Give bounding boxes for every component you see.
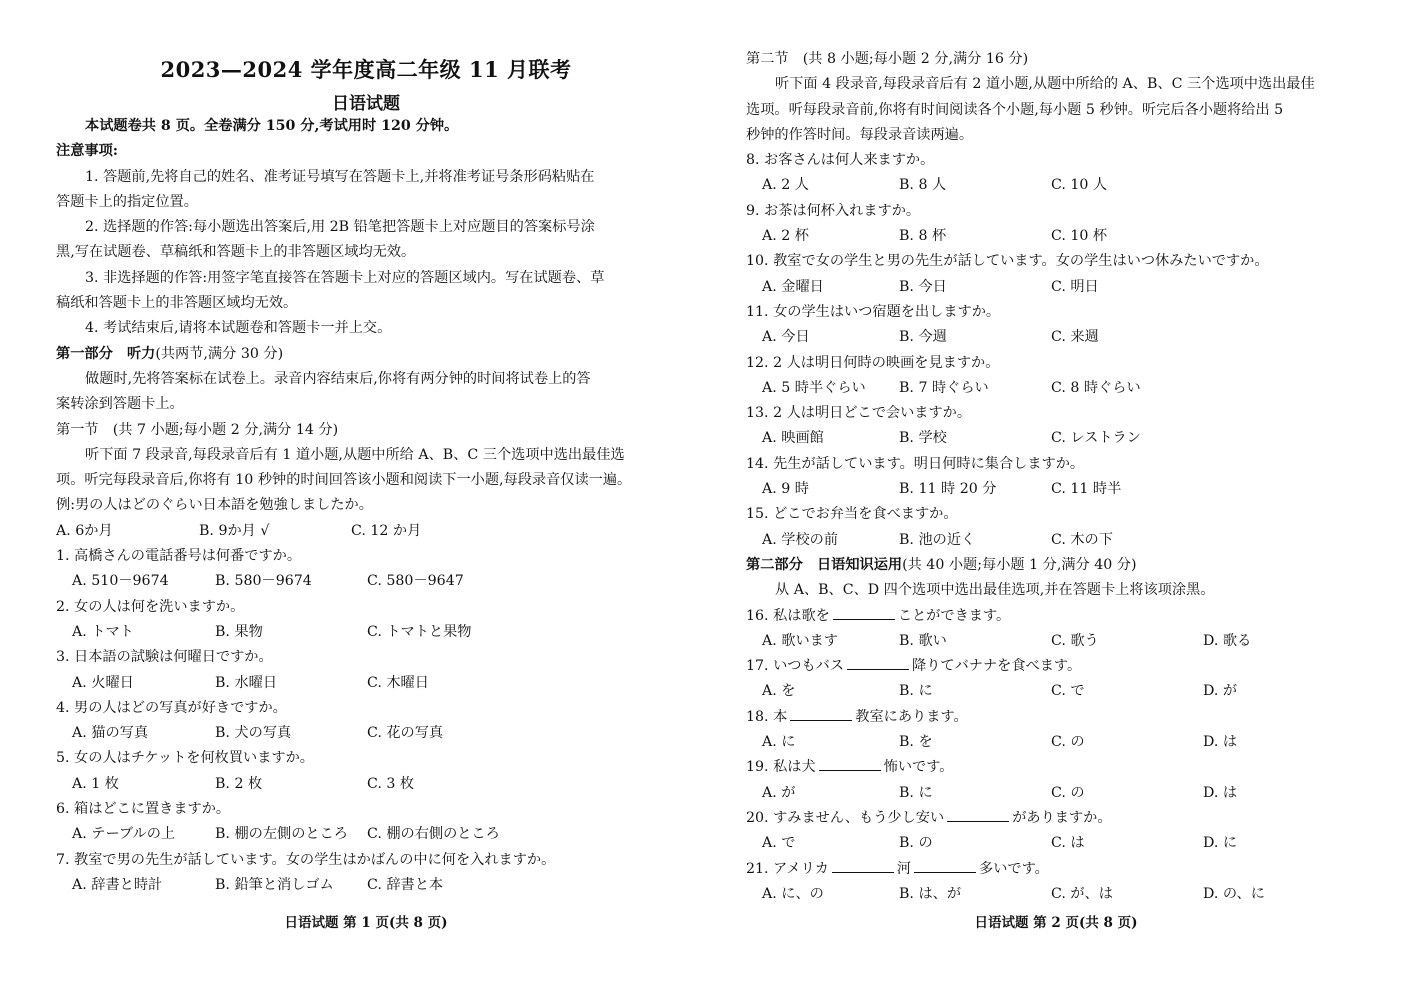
question-5-options (56, 772, 676, 797)
question-7-option-b: B. 鉛筆と消しゴム (215, 876, 334, 893)
question-4-options (56, 721, 676, 746)
question-3-option-a: A. 火曜日 (72, 674, 134, 691)
question-17 (746, 654, 1366, 679)
note-3-line-1: 3. 非选择题的作答:用签字笔直接答在答题卡上对应的答题区域内。写在试题卷、草 (85, 269, 605, 286)
question-19-option-b: B. に (899, 784, 933, 801)
notes-heading: 注意事项: (56, 143, 118, 160)
question-16-option-b: B. 歌い (899, 632, 947, 649)
question-19-option-c: C. の (1051, 784, 1085, 801)
question-9-option-c: C. 10 杯 (1051, 228, 1108, 245)
question-21-stem: 21. アメリカ (746, 860, 829, 877)
question-2-options (56, 620, 676, 645)
question-12-options (746, 376, 1366, 401)
example-option-c: C. 12 か月 (351, 522, 422, 539)
section1-instr-line-1: 听下面 7 段录音,每段录音后有 1 道小题,从题中所给 A、B、C 三个选项中选出最佳选 (85, 446, 625, 463)
listening-questions-8-15 (746, 148, 1366, 553)
part2-note: (共 40 小题;每小题 1 分,满分 40 分) (902, 556, 1137, 573)
question-2-option-b: B. 果物 (215, 623, 263, 640)
question-13-option-b: B. 学校 (899, 430, 947, 447)
question-11-options (746, 325, 1366, 350)
question-7-option-a: A. 辞書と時計 (72, 876, 163, 893)
question-16-option-c: C. 歌う (1051, 632, 1099, 649)
question-6-option-b: B. 棚の左側のところ (215, 826, 348, 843)
question-16-options (746, 629, 1366, 654)
question-21-option-c: C. が、は (1051, 885, 1113, 902)
question-16 (746, 604, 1366, 629)
question-10-options (746, 275, 1366, 300)
question-8-option-b: B. 8 人 (899, 177, 947, 194)
question-4-option-b: B. 犬の写真 (215, 725, 292, 742)
part2-heading-line (746, 553, 1366, 578)
question-13: 13. 2 人は明日どこで会いますか。 (746, 405, 972, 422)
question-10: 10. 教室で女の学生と男の先生が話しています。女の学生はいつ休みたいですか。 (746, 253, 1269, 270)
question-21-option-a: A. に、の (762, 885, 824, 902)
question-14-options (746, 477, 1366, 502)
answer-blank (833, 605, 895, 620)
part1-instr-line-1: 做题时,先将答案标在试卷上。录音内容结束后,你将有两分钟的时间将试卷上的答 (85, 370, 591, 387)
question-7: 7. 教室で男の先生が話しています。女の学生はかばんの中に何を入れますか。 (56, 851, 556, 868)
question-9-option-b: B. 8 杯 (899, 228, 947, 245)
question-18-stem: 18. 本 (746, 708, 788, 725)
question-1-options (56, 569, 676, 594)
question-20-stem: 20. すみません、もう少し安い (746, 809, 945, 826)
question-12-option-a: A. 5 時半ぐらい (762, 379, 866, 396)
question-3-option-b: B. 水曜日 (215, 674, 278, 691)
question-14: 14. 先生が話しています。明日何時に集合しますか。 (746, 455, 1085, 472)
question-16-stem-end: ことができます。 (897, 607, 1011, 624)
example-options (56, 519, 676, 544)
question-20 (746, 806, 1366, 831)
question-13-options (746, 426, 1366, 451)
part1-note: (共两节,满分 30 分) (155, 345, 284, 362)
question-2: 2. 女の人は何を洗いますか。 (56, 598, 245, 615)
question-18-option-a: A. に (762, 734, 796, 751)
section1-instr-line-2: 项。听完每段录音后,你将有 10 秒钟的时间回答该小题和阅读下一小题,每段录音仅读一遍。 (56, 472, 632, 489)
question-3: 3. 日本語の試験は何曜日ですか。 (56, 649, 273, 666)
page-2-body (746, 47, 1366, 907)
question-6-option-a: A. テーブルの上 (72, 826, 176, 843)
question-18-stem-end: 教室にあります。 (855, 708, 968, 725)
question-10-option-a: A. 金曜日 (762, 278, 824, 295)
question-7-option-c: C. 辞書と本 (367, 876, 444, 893)
section2-instr-line-3: 秒钟的作答时间。每段录音读两遍。 (746, 126, 974, 143)
question-10-option-c: C. 明日 (1051, 278, 1099, 295)
question-15: 15. どこでお弁当を食べますか。 (746, 506, 958, 523)
question-10-option-b: B. 今日 (899, 278, 947, 295)
example-question: 例:男の人はどのぐらい日本語を勉強しましたか。 (56, 497, 373, 514)
question-5-option-c: C. 3 枚 (367, 775, 415, 792)
question-19-option-d: D. は (1203, 784, 1238, 801)
section2-heading: 第二节 (共 8 小题;每小题 2 分,满分 16 分) (746, 51, 1029, 67)
question-1-option-a: A. 510－9674 (72, 573, 169, 590)
page-2-footer: 日语试题 第 2 页(共 8 页) (974, 915, 1138, 931)
question-20-option-b: B. の (899, 835, 933, 852)
page-1-body (56, 114, 676, 898)
question-14-option-a: A. 9 時 (762, 481, 809, 498)
question-20-option-c: C. は (1051, 835, 1085, 852)
question-21-stem-mid: 河 (896, 860, 912, 877)
question-6-option-c: C. 棚の右側のところ (367, 826, 500, 843)
question-11-option-b: B. 今週 (899, 329, 947, 346)
question-16-stem: 16. 私は歌を (746, 607, 830, 624)
page-1-footer: 日语试题 第 1 页(共 8 页) (284, 915, 448, 931)
question-8-option-c: C. 10 人 (1051, 177, 1108, 194)
question-11-option-a: A. 今日 (762, 329, 810, 346)
exam-subtitle: 日语试题 (332, 94, 400, 114)
part1-heading: 第一部分 听力 (56, 345, 156, 362)
answer-blank (947, 807, 1009, 822)
question-14-option-c: C. 11 時半 (1051, 481, 1122, 498)
question-20-stem-end: がありますか。 (1012, 809, 1112, 826)
question-12-option-c: C. 8 時ぐらい (1051, 379, 1141, 396)
question-19 (746, 755, 1366, 780)
question-15-option-b: B. 池の近く (899, 531, 976, 548)
question-21-options (746, 882, 1366, 907)
question-18-option-b: B. を (899, 734, 933, 751)
question-20-option-d: D. に (1203, 835, 1238, 852)
question-16-option-d: D. 歌る (1203, 632, 1252, 649)
question-8-options (746, 173, 1366, 198)
question-21-stem-end: 多いです。 (979, 860, 1049, 877)
question-20-options (746, 831, 1366, 856)
example-option-a: A. 6か月 (56, 522, 113, 539)
answer-blank (847, 655, 909, 670)
section1-heading: 第一节 (共 7 小题;每小题 2 分,满分 14 分) (56, 421, 339, 438)
question-2-option-a: A. トマト (72, 623, 134, 640)
answer-blank (790, 706, 852, 721)
question-19-option-a: A. が (762, 784, 796, 801)
question-1-option-c: C. 580－9647 (367, 573, 464, 590)
question-8-option-a: A. 2 人 (762, 177, 809, 194)
note-4-line-1: 4. 考试结束后,请将本试题卷和答题卡一并上交。 (85, 320, 392, 337)
question-7-options (56, 873, 676, 898)
question-12-option-b: B. 7 時ぐらい (899, 379, 989, 396)
exam-intro: 本试题卷共 8 页。全卷满分 150 分,考试用时 120 分钟。 (85, 118, 459, 134)
question-11-option-c: C. 来週 (1051, 329, 1099, 346)
question-19-stem: 19. 私は犬 (746, 759, 816, 776)
question-9-options (746, 224, 1366, 249)
question-12: 12. 2 人は明日何時の映画を見ますか。 (746, 354, 1000, 371)
question-17-option-d: D. が (1203, 683, 1238, 700)
question-17-option-c: C. で (1051, 683, 1085, 700)
question-17-stem-end: 降りてバナナを食べます。 (912, 658, 1082, 675)
note-1-line-2: 答题卡上的指定位置。 (56, 193, 198, 210)
question-13-option-c: C. レストラン (1051, 430, 1141, 447)
note-2-line-2: 黑,写在试题卷、草稿纸和答题卡上的非答题区域均无效。 (56, 244, 416, 261)
question-9-option-a: A. 2 杯 (762, 228, 809, 245)
question-19-options (746, 781, 1366, 806)
question-21 (746, 857, 1366, 882)
part1-heading-line (56, 342, 676, 367)
question-17-option-b: B. に (899, 683, 933, 700)
question-5-option-b: B. 2 枚 (215, 775, 263, 792)
question-4-option-a: A. 猫の写真 (72, 725, 149, 742)
question-17-stem: 17. いつもバス (746, 658, 845, 675)
section2-instr-line-1: 听下面 4 段录音,每段录音后有 2 道小题,从题中所给的 A、B、C 三个选项中选出最佳 (775, 76, 1315, 93)
question-5: 5. 女の人はチケットを何枚買いますか。 (56, 750, 314, 767)
question-18-option-d: D. は (1203, 734, 1238, 751)
question-14-option-b: B. 11 時 20 分 (899, 481, 997, 498)
question-1: 1. 高橋さんの電話番号は何番ですか。 (56, 548, 302, 565)
part2-instr: 从 A、B、C、D 四个选项中选出最佳选项,并在答题卡上将该项涂黑。 (775, 582, 1215, 599)
answer-blank (914, 858, 976, 873)
question-18 (746, 705, 1366, 730)
question-3-options (56, 671, 676, 696)
question-5-option-a: A. 1 枚 (72, 775, 119, 792)
question-15-option-c: C. 木の下 (1051, 531, 1113, 548)
question-20-option-a: A. で (762, 835, 796, 852)
question-4-option-c: C. 花の写真 (367, 725, 444, 742)
note-3-line-2: 稿纸和答题卡上的非答题区域均无效。 (56, 295, 298, 312)
question-17-option-a: A. を (762, 683, 796, 700)
part2-heading: 第二部分 日语知识运用 (746, 556, 903, 573)
question-6: 6. 箱はどこに置きますか。 (56, 801, 231, 818)
part1-instr-line-2: 案转涂到答题卡上。 (56, 396, 184, 413)
question-21-option-d: D. の、に (1203, 885, 1265, 902)
question-4: 4. 男の人はどの写真が好きですか。 (56, 699, 287, 716)
example-option-b: B. 9か月 √ (199, 522, 270, 539)
grammar-questions-16-21 (746, 604, 1366, 908)
question-19-stem-end: 怖いです。 (883, 759, 954, 776)
question-21-option-b: B. は、が (899, 885, 962, 902)
question-2-option-c: C. トマトと果物 (367, 623, 472, 640)
question-13-option-a: A. 映画館 (762, 430, 824, 447)
note-2-line-1: 2. 选择题的作答:每小题选出答案后,用 2B 铅笔把答题卡上对应题目的答案标号涂 (85, 219, 595, 236)
answer-blank (819, 756, 881, 771)
section2-instr-line-2: 选项。听每段录音前,你将有时间阅读各个小题,每小题 5 秒钟。听完后各小题将给出 5 (746, 101, 1284, 118)
question-11: 11. 女の学生はいつ宿題を出しますか。 (746, 303, 1001, 320)
question-17-options (746, 679, 1366, 704)
question-3-option-c: C. 木曜日 (367, 674, 429, 691)
question-1-option-b: B. 580－9674 (215, 573, 312, 590)
question-15-option-a: A. 学校の前 (762, 531, 839, 548)
question-9: 9. お茶は何杯入れますか。 (746, 202, 921, 219)
listening-questions-1-7 (56, 544, 676, 898)
question-6-options (56, 822, 676, 847)
question-18-option-c: C. の (1051, 734, 1085, 751)
question-18-options (746, 730, 1366, 755)
question-15-options (746, 528, 1366, 553)
exam-title: 2023—2024 学年度高二年级 11 月联考 (160, 57, 572, 82)
note-1-line-1: 1. 答题前,先将自己的姓名、准考证号填写在答题卡上,并将准考证号条形码粘贴在 (85, 168, 595, 185)
question-8: 8. お客さんは何人来ますか。 (746, 152, 935, 169)
question-16-option-a: A. 歌います (762, 632, 839, 649)
answer-blank (832, 858, 894, 873)
